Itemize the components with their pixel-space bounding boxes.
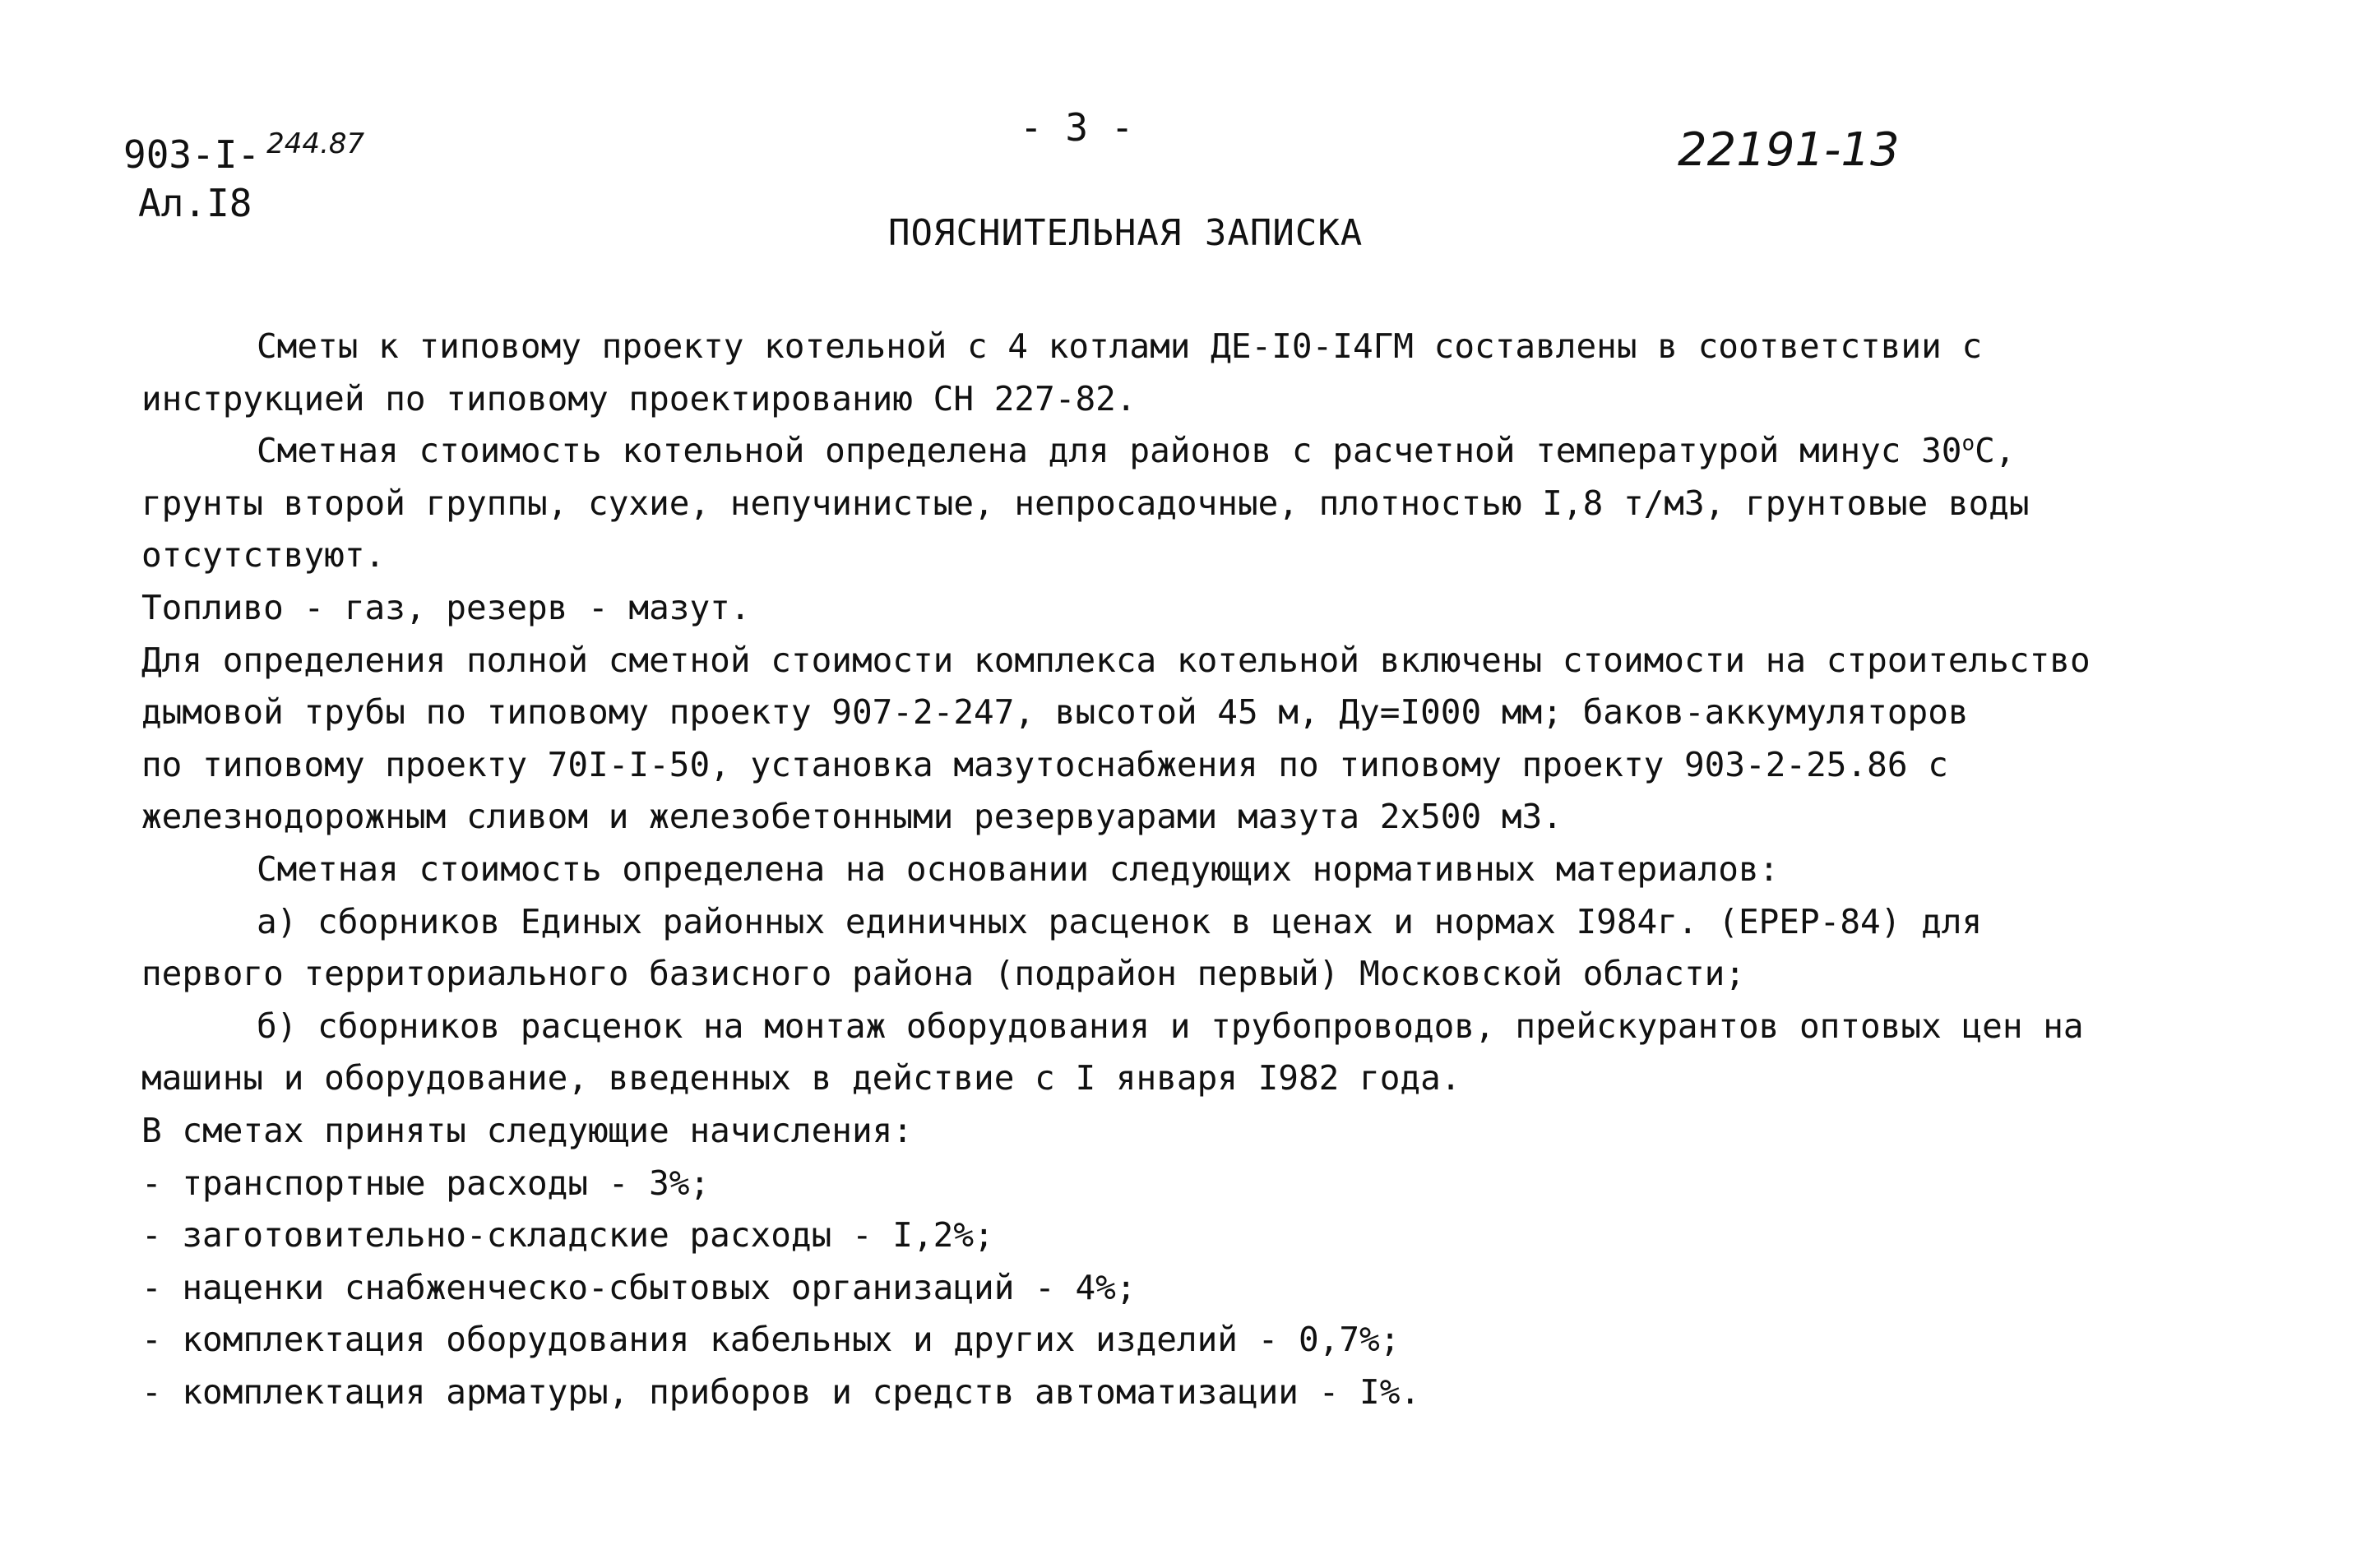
text-line: инструкцией по типовому проектированию СН 227-82. bbox=[141, 378, 1137, 419]
text-line: Для определения полной сметной стоимости комплекса котельной включены стоимости на строительство bbox=[141, 640, 2091, 680]
text-line: по типовому проекту 70I-I-50, установка мазутоснабжения по типовому проекту 903-2-25.86 с bbox=[141, 744, 1948, 784]
code-text: 903-I- bbox=[123, 132, 261, 177]
page-number: - 3 - bbox=[1020, 105, 1134, 150]
text-line: первого территориального базисного района (подрайон первый) Московской области; bbox=[141, 954, 1746, 994]
page-title: ПОЯСНИТЕЛЬНАЯ ЗАПИСКА bbox=[888, 212, 1364, 254]
text-line: а) сборников Единых районных единичных расценок в ценах и нормах I984г. (ЕРЕР-84) для bbox=[257, 901, 1983, 941]
text-line bbox=[141, 425, 2247, 478]
list-item: - комплектация оборудования кабельных и других изделий - 0,7%; bbox=[141, 1320, 1401, 1360]
text-line: отсутствуют. bbox=[141, 535, 386, 576]
list-item: - наценки снабженческо-сбытовых организаций - 4%; bbox=[141, 1267, 1137, 1307]
list-item: - транспортные расходы - 3%; bbox=[141, 1163, 711, 1203]
text-line: Сметная стоимость определена на основании следующих нормативных материалов: bbox=[257, 849, 1780, 889]
text-line: В сметах приняты следующие начисления: bbox=[141, 1110, 913, 1150]
document-number: 22191-13 bbox=[1678, 123, 1900, 177]
body-text bbox=[141, 321, 2247, 1418]
text-line-main: Сметная стоимость котельной определена для районов с расчетной температурой минус 30 bbox=[257, 431, 1962, 471]
degree-mark: o bbox=[1961, 431, 1975, 456]
text-line: дымовой трубы по типовому проекту 907-2-247, высотой 45 м, Ду=I000 мм; баков-аккумуляторов bbox=[141, 692, 1969, 733]
code-handwritten: 244.87 bbox=[266, 127, 365, 160]
text-line: б) сборников расценок на монтаж оборудования и трубопроводов, прейскурантов оптовых цен на bbox=[257, 1006, 2084, 1046]
text-line: Сметы к типовому проекту котельной с 4 котлами ДЕ-I0-I4ГМ составлены в соответствии с bbox=[257, 326, 1983, 366]
text-line: машины и оборудование, введенных в действие с I января I982 года. bbox=[141, 1058, 1461, 1098]
list-item: - заготовительно-складские расходы - I,2%; bbox=[141, 1215, 994, 1256]
header-code bbox=[123, 127, 365, 180]
text-line: грунты второй группы, сухие, непучинистые, непросадочные, плотностью I,8 т/м3, грунтовые воды bbox=[141, 483, 2030, 523]
temperature-unit: С, bbox=[1975, 431, 2016, 471]
list-item: - комплектация арматуры, приборов и средств автоматизации - I%. bbox=[141, 1371, 1421, 1412]
text-line: железнодорожным сливом и железобетонными резервуарами мазута 2х500 м3. bbox=[141, 797, 1563, 837]
text-line: Топливо - газ, резерв - мазут. bbox=[141, 587, 751, 627]
sheet-label: Ал.I8 bbox=[138, 181, 252, 225]
